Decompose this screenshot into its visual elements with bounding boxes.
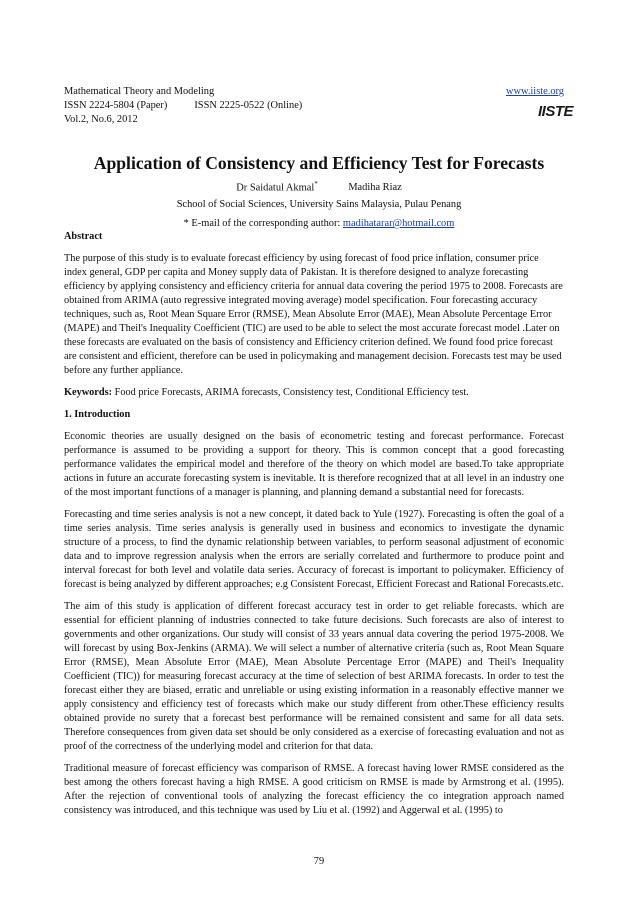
keywords <box>64 386 564 400</box>
volume-info: Vol.2, No.6, 2012 <box>64 114 138 125</box>
journal-name: Mathematical Theory and Modeling <box>64 86 215 97</box>
issn-row <box>64 99 564 113</box>
corresponding-email <box>0 218 638 229</box>
abstract-text: The purpose of this study is to evaluate forecast efficiency by using forecast of food price inflation, consumer price index general, GDP per capita and Money supply data of Pakistan. It is therefore designed to analyze forecasting efficiency by applying consistency and efficiency criteria for annual data covering the period 1975 to 2008. Forecasts are obtained from ARIMA (auto regressive integrated moving average) model specification. Four forecasting accuracy techniques, such as, Root Mean Square Error (RMSE), Mean Absolute Error (MAE), Mean Absolute Percentage Error (MAPE) and Theil's Inequality Coefficient (TIC) are used to be able to select the most accurate forecast model .Later on these forecasts are evaluated on the basis of consistency and Efficiency criterion defined. We found food price forecast are consistent and efficient, therefore can be used in policymaking and management decision. Forecasts test may be used before any further appliance. <box>64 253 563 376</box>
affiliation: School of Social Sciences, University Sains Malaysia, Pulau Penang <box>176 199 462 210</box>
paragraph: Economic theories are usually designed on the basis of econometric testing and forecast performance. Forecast performance is assumed to be providing a support for theory. This is common concept that a good forecasting performance validates the empirical model and therefore of the theory on which model are based.To take appropriate actions in future an accurate forecasting system is inevitable. It is therefore recognized that at all level in an industry one of the most important functions of a manager is planning, and planning demand a substantial need for forecasts. <box>64 431 564 498</box>
journal-header <box>64 85 564 127</box>
paragraph: The aim of this study is application of different forecast accuracy test in order to get reliable forecasts. which are essential for efficient planning of industries connected to take future decisions. Such forecasts are also of interest to governments and other organizations. Our study will consist of 33 years annual data covering the period 1975-2008. We will forecast by using Box-Jenkins (ARMA). We will select a number of alternative criteria (such as, Root Mean Square Error (RMSE), Mean Absolute Error (MAE), Mean Absolute Percentage Error (MAPE) and Theil's Inequality Coefficient (TIC)) for measuring forecast accuracy at the time of selection of best ARIMA forecasts. In order to test the forecast either they are biased, erratic and unreliable or using existing information in a reasonably effective manner we apply consistency and efficiency test of forecasts which make our study different from other.These efficiency results obtained provide no surety that a forecast best performance will be remained consistent and same for all data sets. Therefore consequences from given data set should be only considered as a exercise of forecasting evaluation and not as proof of the correctness of the underlying model and criterion for that data. <box>64 601 564 752</box>
paper-title: Application of Consistency and Efficiency Test for Forecasts <box>93 153 545 173</box>
email-link[interactable]: madihatarar@hotmail.com <box>342 218 455 229</box>
page-number: 79 <box>313 856 325 867</box>
author-mark: * <box>314 180 318 188</box>
author-name: Dr Saidatul Akmal <box>236 182 315 194</box>
logo-text: IISTE <box>538 103 574 120</box>
issn-online: ISSN 2225-0522 (Online) <box>194 100 303 111</box>
paper-body <box>64 230 564 818</box>
journal-url-link[interactable]: www.iiste.org <box>505 86 564 97</box>
paragraph: Traditional measure of forecast efficiency was comparison of RMSE. A forecast having lower RMSE considered as the best among the others forecast having a high RMSE. A good criticism on RMSE is made by Armstrong et al. (1995). After the rejection of conventional tools of analyzing the forecast efficiency the co integration approach named consistency was introduced, and this technique was used by Liu et al. (1992) and Aggerwal et al. (1995) to <box>64 763 564 816</box>
section-heading: 1. Introduction <box>64 409 131 420</box>
iiste-logo <box>538 103 574 120</box>
issn-paper: ISSN 2224-5804 (Paper) <box>64 100 168 111</box>
abstract-heading: Abstract <box>64 231 103 242</box>
author-name: Madiha Riaz <box>348 182 402 194</box>
keywords-text: Food price Forecasts, ARIMA forecasts, Consistency test, Conditional Efficiency test. <box>112 387 469 398</box>
email-label: * E-mail of the corresponding author: <box>183 218 343 229</box>
paragraph: Forecasting and time series analysis is not a new concept, it dated back to Yule (1927). Forecasting is often the goal of a time series analysis. Time series analysis is generally used in business and economics to investigate the dynamic structure of a process, to find the dynamic relationship between variables, to perform seasonal adjustment of economic data and to improve regression analysis when the errors are serially correlated and furthermore to produce point and interval forecast for both level and volatile data series. Accuracy of forecast is important to policymaker. Efficiency of forecast is being analyzed by different approaches; e.g Consistent Forecast, Efficient Forecast and Rational Forecasts.etc. <box>64 509 564 590</box>
keywords-label: Keywords: <box>64 387 113 398</box>
author-line <box>0 180 638 193</box>
